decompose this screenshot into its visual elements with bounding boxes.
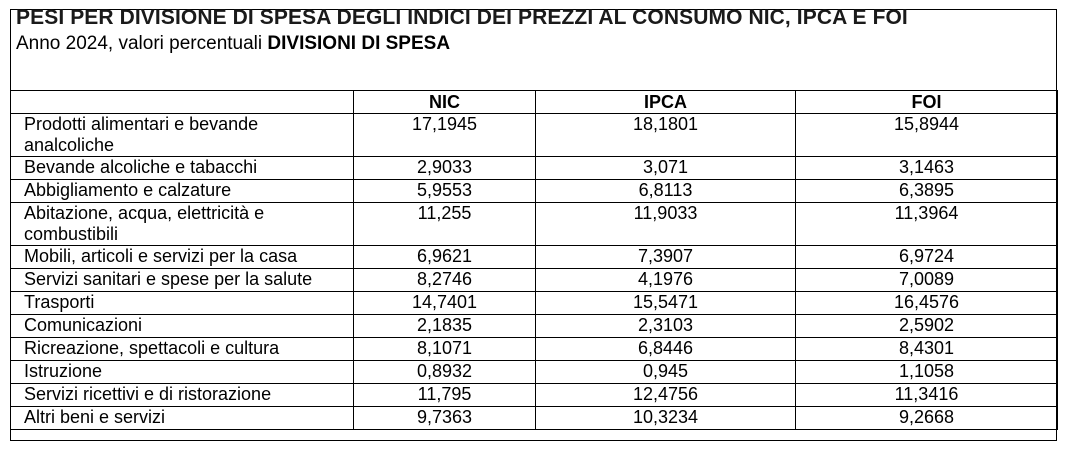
subtitle-text: Anno 2024, valori percentuali: [16, 33, 263, 54]
cell-nic: 6,9621: [354, 246, 536, 269]
cell-ipca: 7,3907: [536, 246, 796, 269]
subtitle-bold: DIVISIONI DI SPESA: [267, 33, 451, 54]
cell-ipca: 3,071: [536, 157, 796, 180]
cell-nic: 9,7363: [354, 407, 536, 430]
table-row: [11, 114, 1058, 157]
cell-nic: 0,8932: [354, 361, 536, 384]
cell-nic: 11,795: [354, 384, 536, 407]
cell-foi: 16,4576: [796, 292, 1058, 315]
table-row: [11, 292, 1058, 315]
table-row: [11, 157, 1058, 180]
cell-nic: 14,7401: [354, 292, 536, 315]
row-label: Abbigliamento e calzature: [11, 180, 354, 203]
table-row: [11, 180, 1058, 203]
cell-nic: 8,2746: [354, 269, 536, 292]
cell-foi: 9,2668: [796, 407, 1058, 430]
subtitle: [16, 33, 450, 55]
row-label: Prodotti alimentari e bevande analcoliche: [11, 114, 354, 157]
cell-nic: 11,255: [354, 203, 536, 246]
row-label: Servizi ricettivi e di ristorazione: [11, 384, 354, 407]
cell-ipca: 12,4756: [536, 384, 796, 407]
page-title: PESI PER DIVISIONE DI SPESA DEGLI INDICI DEI PREZZI AL CONSUMO NIC, IPCA E FOI: [16, 6, 908, 29]
cell-ipca: 18,1801: [536, 114, 796, 157]
cell-nic: 8,1071: [354, 338, 536, 361]
cell-foi: 7,0089: [796, 269, 1058, 292]
cell-ipca: 2,3103: [536, 315, 796, 338]
header-row: [11, 91, 1058, 114]
row-label: Trasporti: [11, 292, 354, 315]
table-row: [11, 269, 1058, 292]
cell-foi: 11,3964: [796, 203, 1058, 246]
header-label: [11, 91, 354, 114]
cell-foi: 8,4301: [796, 338, 1058, 361]
cell-nic: 2,1835: [354, 315, 536, 338]
table-row: [11, 361, 1058, 384]
cell-foi: 15,8944: [796, 114, 1058, 157]
cell-ipca: 6,8113: [536, 180, 796, 203]
row-label: Abitazione, acqua, elettricità e combustibili: [11, 203, 354, 246]
row-label: Istruzione: [11, 361, 354, 384]
cell-foi: 3,1463: [796, 157, 1058, 180]
row-label: Comunicazioni: [11, 315, 354, 338]
cell-nic: 5,9553: [354, 180, 536, 203]
cell-ipca: 6,8446: [536, 338, 796, 361]
cell-ipca: 10,3234: [536, 407, 796, 430]
table-row: [11, 338, 1058, 361]
header-ipca: IPCA: [536, 91, 796, 114]
cell-foi: 2,5902: [796, 315, 1058, 338]
table-row: [11, 384, 1058, 407]
cell-nic: 17,1945: [354, 114, 536, 157]
cell-foi: 11,3416: [796, 384, 1058, 407]
row-label: Mobili, articoli e servizi per la casa: [11, 246, 354, 269]
cell-nic: 2,9033: [354, 157, 536, 180]
header-nic: NIC: [354, 91, 536, 114]
table-row: [11, 203, 1058, 246]
row-label: Altri beni e servizi: [11, 407, 354, 430]
weights-table: [10, 90, 1058, 430]
table-row: [11, 246, 1058, 269]
table-row: [11, 407, 1058, 430]
row-label: Ricreazione, spettacoli e cultura: [11, 338, 354, 361]
header-foi: FOI: [796, 91, 1058, 114]
cell-ipca: 4,1976: [536, 269, 796, 292]
cell-foi: 6,3895: [796, 180, 1058, 203]
cell-ipca: 11,9033: [536, 203, 796, 246]
cell-foi: 6,9724: [796, 246, 1058, 269]
table-row: [11, 315, 1058, 338]
cell-ipca: 0,945: [536, 361, 796, 384]
row-label: Servizi sanitari e spese per la salute: [11, 269, 354, 292]
row-label: Bevande alcoliche e tabacchi: [11, 157, 354, 180]
table-body: [11, 114, 1058, 430]
cell-foi: 1,1058: [796, 361, 1058, 384]
cell-ipca: 15,5471: [536, 292, 796, 315]
